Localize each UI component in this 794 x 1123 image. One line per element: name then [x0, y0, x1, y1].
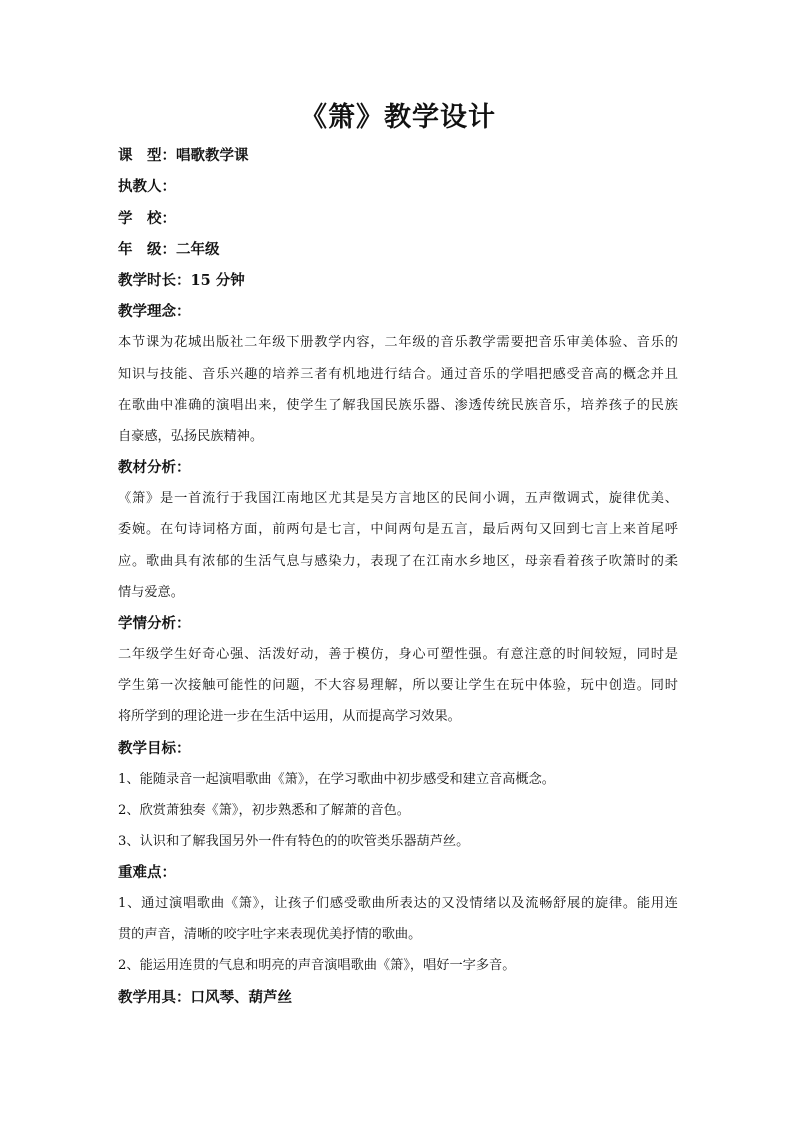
section-heading-objectives: 教学目标： — [118, 739, 191, 757]
paragraph-line: 自豪感，弘扬民族精神。 — [118, 429, 264, 445]
tools-label: 教学用具： — [118, 988, 191, 1006]
paragraph-line: 在歌曲中准确的演唱出来，使学生了解我国民族乐器、渗透传统民族音乐，培养孩子的民族 — [118, 397, 678, 413]
objective-item: 2、欣赏萧独奏《箫》，初步熟悉和了解萧的音色。 — [118, 802, 410, 818]
key-points-paragraph — [118, 888, 678, 950]
paragraph-line: 贯的声音，清晰的咬字吐字来表现优美抒情的歌曲。 — [118, 927, 422, 943]
paragraph-line: 学生第一次接触可能性的问题，不大容易理解，所以要让学生在玩中体验，玩中创造。同时 — [118, 678, 678, 694]
document-page — [118, 96, 678, 1013]
paragraph-line: 知识与技能、音乐兴趣的培养三者有机地进行结合。通过音乐的学唱把感受音高的概念并且 — [118, 366, 678, 382]
section-heading-students: 学情分析： — [118, 614, 191, 632]
paragraph-line: 本节课为花城出版社二年级下册教学内容，二年级的音乐教学需要把音乐审美体验、音乐的 — [118, 335, 678, 351]
tools-row — [118, 982, 678, 1013]
tools-value: 口风琴、葫芦丝 — [190, 988, 292, 1006]
objective-item: 1、能随录音一起演唱歌曲《箫》，在学习歌曲中初步感受和建立音高概念。 — [118, 771, 555, 787]
lesson-type-row: 课 型：唱歌教学课 — [118, 147, 249, 164]
key-point-item: 2、能运用连贯的气息和明亮的声音演唱歌曲《箫》，唱好一字多音。 — [118, 958, 516, 974]
paragraph-line: 《箫》是一首流行于我国江南地区尤其是吴方言地区的民间小调，五声徵调式，旋律优美、 — [118, 491, 678, 507]
paragraph-line: 二年级学生好奇心强、活泼好动，善于模仿，身心可塑性强。有意注意的时间较短，同时是 — [118, 646, 678, 662]
section-heading-key-points: 重难点： — [118, 864, 176, 882]
duration-row: 教学时长：15 分钟 — [118, 272, 245, 290]
philosophy-paragraph — [118, 327, 678, 452]
page-title: 《箫》教学设计 — [300, 102, 496, 133]
section-heading-philosophy: 教学理念： — [118, 303, 191, 321]
paragraph-line: 1、通过演唱歌曲《箫》，让孩子们感受歌曲所表达的又没情绪以及流畅舒展的旋律。能用连 — [118, 896, 678, 912]
paragraph-line: 情与爱意。 — [118, 584, 184, 600]
material-paragraph — [118, 483, 678, 608]
section-heading-material: 教材分析： — [118, 459, 191, 477]
objective-item: 3、认识和了解我国另外一件有特色的的吹管类乐器葫芦丝。 — [118, 833, 470, 849]
paragraph-line: 应。歌曲具有浓郁的生活气息与感染力，表现了在江南水乡地区，母亲看着孩子吹箫时的柔 — [118, 553, 678, 569]
school-row: 学 校： — [118, 209, 176, 227]
grade-row: 年 级：二年级 — [118, 240, 220, 258]
students-paragraph — [118, 639, 678, 733]
teacher-row: 执教人： — [118, 178, 176, 196]
paragraph-line: 委婉。在句诗词格方面，前两句是七言，中间两句是五言，最后两句又回到七言上来首尾呼 — [118, 522, 678, 538]
paragraph-line: 将所学到的理论进一步在生活中运用，从而提高学习效果。 — [118, 709, 461, 725]
